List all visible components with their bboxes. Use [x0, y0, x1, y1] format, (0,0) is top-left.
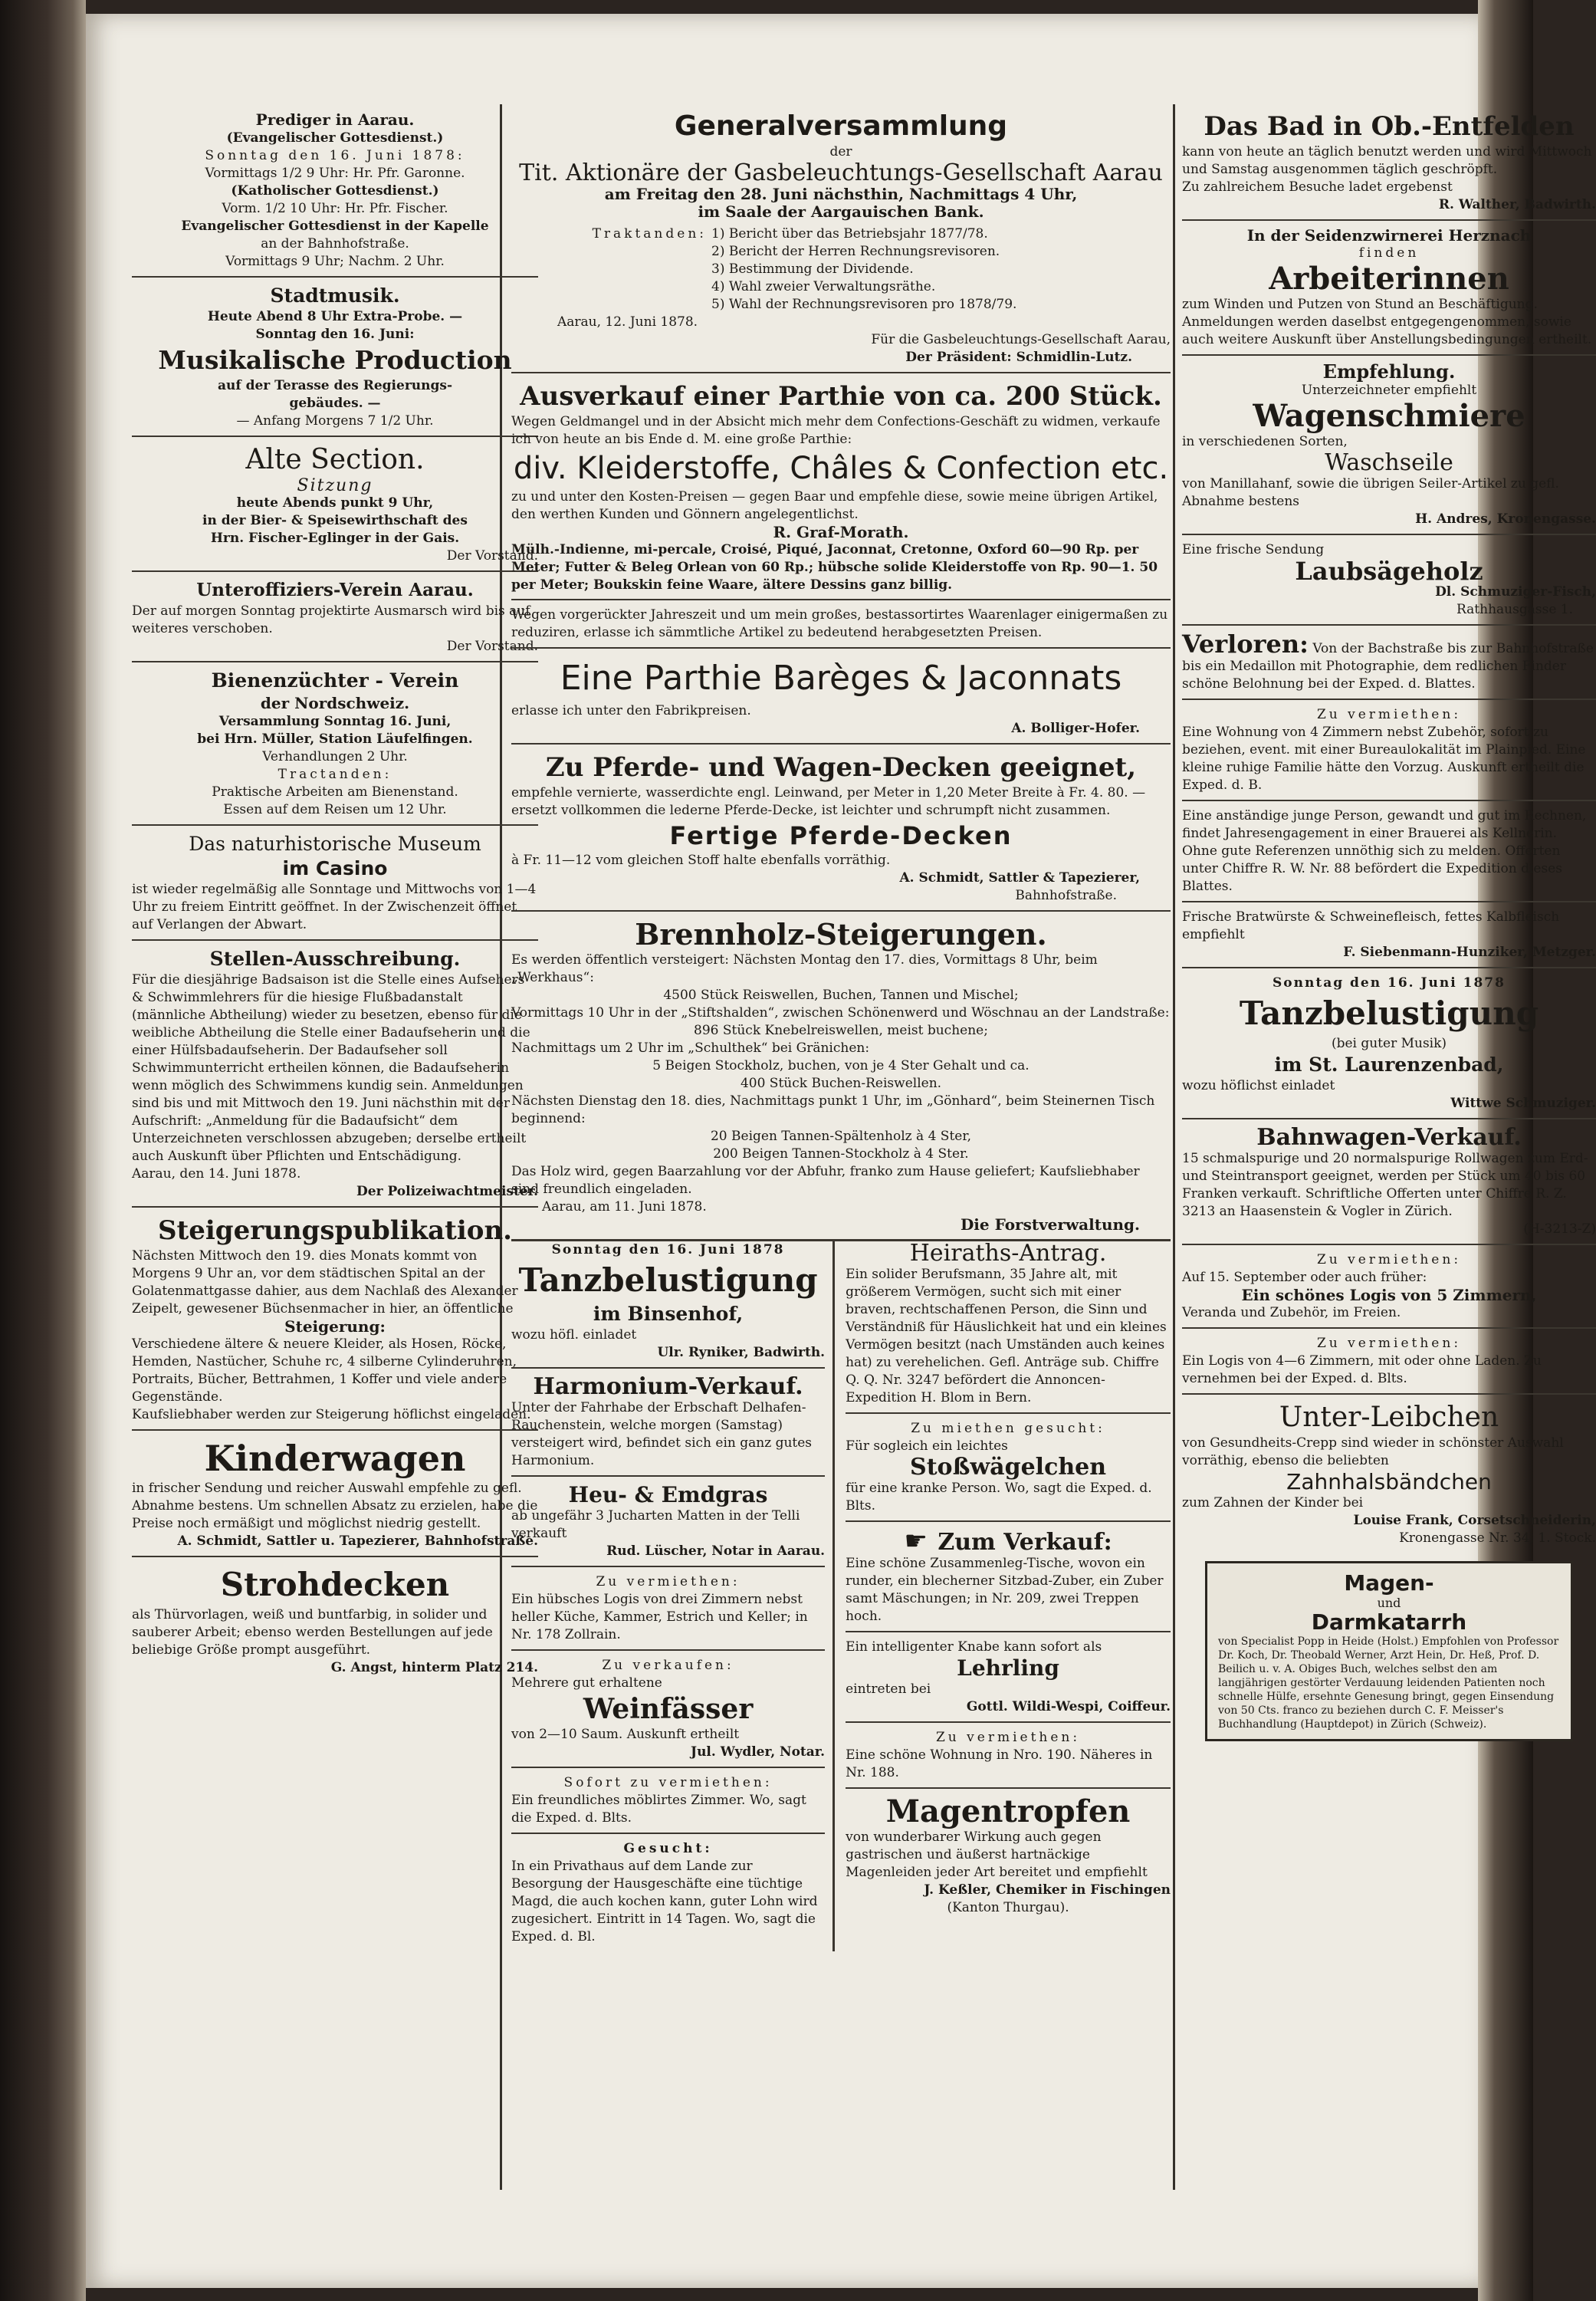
- ad-steigerung: [132, 1214, 538, 1424]
- traktandum: 5) Wahl der Rechnungsrevisoren pro 1878/79.: [711, 297, 1017, 312]
- ad-line: In der Seidenzwirnerei Herznach: [1246, 226, 1532, 245]
- ad-line: an der Bahnhofstraße.: [261, 236, 409, 251]
- ad-line: (bei guter Musik): [1331, 1036, 1447, 1051]
- ad-line: Heute Abend 8 Uhr Extra-Probe. —: [207, 309, 463, 324]
- ad-gesucht: [511, 1840, 825, 1946]
- ad-text: In ein Privathaus auf dem Lande zur Besorgung der Hausgeschäfte eine tüchtige Magd, die auch kochen kann, guter Lohn wird zugesichert. Eintritt in 14 Tagen. Wo, sagt die Exped. d. Bl.: [511, 1859, 818, 1944]
- ad-brennholz: [511, 918, 1171, 1234]
- ad-title: Unteroffiziers-Verein Aarau.: [196, 580, 474, 600]
- ad-separator: [1182, 219, 1596, 221]
- ad-bareges: [511, 655, 1171, 738]
- traktanden-items: [711, 225, 1016, 314]
- ad-separator: [132, 661, 538, 662]
- ad-signature: Die Forstverwaltung.: [960, 1215, 1140, 1234]
- ad-title: Lehrling: [957, 1655, 1059, 1681]
- ad-line: Unterzeichneter empfiehlt: [1301, 383, 1477, 398]
- ad-text: in verschiedenen Sorten,: [1182, 434, 1348, 449]
- ad-text: ist wieder regelmäßig alle Sonntage und Mittwochs von 1—4 Uhr zu freiem Eintritt geöffnet. In der Zwischenzeit öffnet auf Verlangen der Abwart.: [132, 882, 537, 932]
- ad-ausverkauf: [511, 380, 1171, 642]
- ad-vermiethen-wohnung: [1182, 706, 1596, 794]
- ad-date: Sonntag den 16. Juni 1878:: [205, 148, 465, 163]
- ad-separator: [132, 276, 538, 278]
- ad-title: Generalversammlung: [674, 110, 1008, 142]
- ad-text: Nächsten Mittwoch den 19. dies Monats kommt von Morgens 9 Uhr an, vor dem städtischen Spital an der Golatenmattgasse dahier, aus dem Nachlaß des Alexander Zeipelt, gewesener Büchsenmacher in hier, an öffentliche: [132, 1248, 518, 1317]
- ad-subtitle: Fertige Pferde-Decken: [669, 821, 1013, 850]
- ad-text: wozu höfl. einladet: [511, 1327, 637, 1343]
- ad-line: Essen auf dem Reisen um 12 Uhr.: [223, 802, 447, 817]
- ad-logis-5: [1182, 1251, 1596, 1322]
- ad-title: Steigerungspublikation.: [157, 1215, 513, 1246]
- ad-title: Ein schönes Logis von 5 Zimmern,: [1241, 1286, 1537, 1304]
- ad-alte-section: [132, 443, 538, 565]
- ad-laubsaegeholz: [1182, 541, 1596, 619]
- ad-text: Verschiedene ältere & neuere Kleider, als Hosen, Röcke, Hemden, Nastücher, Schuhe rc, 4 silberne Cylinderuhren, Portraits, Bücher, Bettrahmen, 1 Koffer und viele andere Gegenstände.: [132, 1336, 517, 1405]
- ad-line: Praktische Arbeiten am Bienenstand.: [212, 784, 458, 800]
- ad-title: Heiraths-Antrag.: [909, 1240, 1107, 1267]
- ad-signature: R. Graf-Morath.: [773, 523, 909, 541]
- ad-bahnwagen: [1182, 1126, 1596, 1238]
- ad-subtitle: (Katholischer Gottesdienst.): [231, 183, 439, 199]
- ad-text: Kaufsliebhaber werden zur Steigerung höflichst eingeladen.: [132, 1407, 531, 1422]
- ad-text: von Gesundheits-Crepp sind wieder in schönster Auswahl vorräthig, ebenso die beliebten: [1182, 1435, 1564, 1468]
- ad-title: Zum Verkauf:: [938, 1529, 1112, 1556]
- ad-text: zu und unter den Kosten-Preisen — gegen Baar und empfehle diese, sowie meine übrigen Artikel, den werthen Kunden und Gönnern angelegentlichst.: [511, 489, 1158, 522]
- ad-separator: [1182, 624, 1596, 626]
- ad-text: zum Winden und Putzen von Stund an Beschäftigung. Anmeldungen werden daselbst entgegengenommen, sowie auch weitere Auskunft über Anstellungsbedingungen ertheilt.: [1182, 297, 1592, 347]
- ad-heading: Zu vermiethen:: [936, 1730, 1081, 1745]
- ad-text: Der auf morgen Sonntag projektirte Ausmarsch wird bis auf weiteres verschoben.: [132, 603, 530, 636]
- ad-line: Versammlung Sonntag 16. Juni,: [218, 714, 452, 729]
- ad-verloren: [1182, 629, 1596, 693]
- ad-zum-verkauf: [846, 1528, 1171, 1625]
- ad-subtitle: im Casino: [282, 857, 388, 879]
- ad-line: Vormittags 1/2 9 Uhr: Hr. Pfr. Garonne.: [205, 166, 465, 181]
- ad-signature: Rathhausgasse 1.: [1456, 602, 1573, 617]
- ad-line: 896 Stück Knebelreiswellen, meist buchene;: [694, 1023, 988, 1038]
- ad-bratwurst: [1182, 909, 1596, 961]
- column-rule-2: [1173, 104, 1175, 2190]
- ad-heading: Zu vermiethen:: [1316, 1252, 1462, 1267]
- ad-text: Eine schöne Zusammenleg-Tische, wovon ein runder, ein blecherner Sitzbad-Zuber, ein Zuber samt Mäschungen; in Nr. 209, zwei Treppen hoch.: [846, 1556, 1164, 1624]
- ad-wohnung: [846, 1729, 1171, 1782]
- ad-text: Ein Logis von 4—6 Zimmern, mit oder ohne Laden. Zu vernehmen bei der Exped. d. Blts.: [1182, 1353, 1542, 1386]
- ad-line: gebäudes. —: [289, 396, 381, 411]
- ad-signature: A. Schmidt, Sattler u. Tapezierer, Bahnhofstraße.: [177, 1533, 538, 1549]
- ad-line: und: [1377, 1596, 1401, 1610]
- ad-text: Eine frische Sendung: [1182, 542, 1325, 557]
- traktandum: 1) Bericht über das Betriebsjahr 1877/78.: [711, 226, 988, 242]
- ad-separator: [846, 1412, 1171, 1414]
- ad-line: auf der Terasse des Regierungs-: [217, 378, 453, 393]
- ad-text: von Specialist Popp in Heide (Holst.) Empfohlen von Professor Dr. Koch, Dr. Theobald Werner, Arzt Hein, Dr. Heß, Prof. D. Beilich u. v. A. Obiges Buch, welches selbst den am langjährigen gestörter Verdauung leidenden Patienten noch schnelle Hülfe, ersehnte Genesung bringt, gegen Einsendung von 50 Cts. franco zu beziehen durch C. F. Meisser's Buchhandlung (Hauptdepot) in Zürich (Schweiz).: [1218, 1635, 1559, 1731]
- ad-title: Brennholz-Steigerungen.: [635, 917, 1047, 952]
- ad-text: Zu zahlreichem Besuche ladet ergebenst: [1182, 179, 1453, 195]
- ad-kellnerin: [1182, 807, 1596, 896]
- ad-separator: [511, 647, 1171, 649]
- ad-text: Veranda und Zubehör, im Freien.: [1182, 1305, 1401, 1320]
- ad-text: wozu höflichst einladet: [1182, 1078, 1335, 1093]
- ad-line: Verhandlungen 2 Uhr.: [262, 749, 408, 764]
- ad-signature: Bahnhofstraße.: [1015, 888, 1117, 903]
- ad-text: empfehle vernierte, wasserdichte engl. Leinwand, per Meter in 1,20 Meter Breite à Fr. 4. 80. — ersetzt vollkommen die lederne Pferde-Decke, ist leichter und schrumpft nicht zusammen.: [511, 785, 1146, 818]
- ad-text: Nächsten Dienstag den 18. dies, Nachmittags punkt 1 Uhr, im „Gönhard“, beim Steinernen Tisch beginnend:: [511, 1093, 1155, 1126]
- ad-date: Aarau, 12. Juni 1878.: [557, 314, 698, 330]
- ad-title: der Nordschweiz.: [260, 694, 410, 712]
- ad-line: Vorm. 1/2 10 Uhr: Hr. Pfr. Fischer.: [222, 201, 448, 216]
- ad-bienen: [132, 669, 538, 819]
- middle-subcolumns: [511, 1239, 1171, 1951]
- ad-line: 20 Beigen Tannen-Spältenholz à 4 Ster,: [710, 1129, 971, 1144]
- ad-signature: G. Angst, hinterm Platz 214.: [330, 1660, 538, 1675]
- ad-signature: Rud. Lüscher, Notar in Aarau.: [606, 1543, 826, 1559]
- ad-separator: [846, 1631, 1171, 1632]
- ad-title: Weinfässer: [583, 1693, 754, 1725]
- ad-separator: [846, 1721, 1171, 1723]
- ad-generalversammlung: [511, 110, 1171, 367]
- ad-line: 5 Beigen Stockholz, buchen, von je 4 Ster Gehalt und ca.: [652, 1058, 1030, 1073]
- ad-signature: Der Vorstand.: [446, 548, 538, 564]
- ad-separator: [132, 1206, 538, 1208]
- ad-line: 400 Stück Buchen-Reiswellen.: [740, 1076, 942, 1091]
- ad-line: im Saale der Aargauischen Bank.: [698, 202, 984, 221]
- ad-title: Bienenzüchter - Verein: [211, 669, 459, 692]
- column-left: [132, 110, 538, 1682]
- ad-text: Von der Bachstraße bis zur Bahnhofstraße bis ein Medaillon mit Photographie, dem redlichen Finder schöne Belohnung bei der Exped. d. Blattes.: [1182, 641, 1594, 692]
- ad-text: als Thürvorlagen, weiß und buntfarbig, in solider und sauberer Arbeit; ebenso werden Bestellungen auf jede beliebige Größe prompt ausgeführt.: [132, 1607, 493, 1658]
- ad-magen-darmkatarrh: [1205, 1561, 1573, 1741]
- ad-text: Für sogleich ein leichtes: [846, 1438, 1008, 1454]
- ad-kinderwagen: [132, 1437, 538, 1550]
- ad-line: der: [829, 144, 852, 159]
- ad-separator: [511, 1475, 825, 1477]
- ad-title: Zahnhalsbändchen: [1286, 1469, 1492, 1494]
- ad-empfehlung: [1182, 362, 1596, 528]
- ad-line: am Freitag den 28. Juni nächsthin, Nachmittags 4 Uhr,: [604, 185, 1078, 203]
- ad-text: Wegen Geldmangel und in der Absicht mich mehr dem Confections-Geschäft zu widmen, verkaufe ich von heute an bis Ende d. M. eine große Parthie:: [511, 414, 1161, 447]
- ad-subtitle: Tit. Aktionäre der Gasbeleuchtungs-Gesellschaft Aarau: [519, 159, 1163, 186]
- ad-line: bei Hrn. Müller, Station Läufelfingen.: [197, 731, 473, 747]
- ad-line: finden: [1358, 245, 1420, 261]
- ad-text: 15 schmalspurige und 20 normalspurige Rollwagen zum Erd- und Steintransport geeignet, werden per Stück um 40 bis 60 Franken verkauft. Schriftliche Offerten unter Chiffre R. Z. 3213 an Haasenstein & Vogler in Zürich.: [1182, 1151, 1588, 1219]
- ad-date: Sonntag den 16. Juni 1878: [1273, 975, 1506, 991]
- ad-separator: [511, 1649, 825, 1651]
- ad-title: Alte Section.: [245, 444, 425, 475]
- ad-signature: (Kanton Thurgau).: [947, 1900, 1069, 1915]
- ad-unteroffiziers: [132, 578, 538, 656]
- traktanden-list: [511, 225, 1171, 314]
- ad-title: Arbeiterinnen: [1269, 261, 1509, 297]
- ad-separator: [132, 939, 538, 941]
- ad-separator: [1182, 1393, 1596, 1395]
- ad-separator: [132, 436, 538, 437]
- ad-line: Tractanden:: [277, 767, 392, 782]
- ad-title: Verloren:: [1182, 629, 1309, 659]
- ad-separator: [511, 743, 1171, 745]
- ad-signature: Louise Frank, Corsetschneiderin,: [1353, 1513, 1596, 1528]
- ad-signature: Der Polizeiwachtmeister.: [356, 1184, 538, 1199]
- ad-text: Ein solider Berufsmann, 35 Jahre alt, mit größerem Vermögen, sucht sich mit einer braven, rechtschaffenen Person, die Sinn und Verständniß für Häuslichkeit hat und ein kleines Vermögen besitzt (nach Umständen auch keines hat) zu verehelichen. Gefl. Anträge sub. Chiffre Q. Q. Nr. 3247 befördert die Annoncen-Expedition H. Blom in Bern.: [846, 1267, 1167, 1405]
- ad-separator: [1182, 699, 1596, 700]
- ad-stadtmusik: [132, 284, 538, 430]
- ad-signature: Kronengasse Nr. 34, 1. Stock.: [1399, 1530, 1596, 1546]
- ad-title: Magen-: [1344, 1570, 1434, 1596]
- ad-heirath: [846, 1241, 1171, 1407]
- ad-separator: [132, 824, 538, 826]
- ad-text: Es werden öffentlich versteigert: Nächsten Montag den 17. dies, Vormittags 8 Uhr, beim „Werkhaus“:: [511, 952, 1098, 985]
- ad-title: Tanzbelustigung: [518, 1261, 818, 1299]
- ad-separator: [1182, 967, 1596, 968]
- ad-heading: Zu vermiethen:: [1316, 1336, 1462, 1351]
- ad-line: 200 Beigen Tannen-Stockholz à 4 Ster.: [713, 1146, 969, 1162]
- ad-signature: Der Vorstand.: [446, 639, 538, 654]
- ad-bad-entfelden: [1182, 110, 1596, 214]
- ad-text: à Fr. 11—12 vom gleichen Stoff halte ebenfalls vorräthig.: [511, 853, 891, 868]
- column-right: [1182, 110, 1596, 1755]
- traktandum: 3) Bestimmung der Dividende.: [711, 261, 914, 277]
- ad-signature: F. Siebenmann-Hunziker, Metzger.: [1343, 945, 1596, 960]
- ad-text: in frischer Sendung und reicher Auswahl empfehle zu gefl. Abnahme bestens. Um schnellen Absatz zu erzielen, habe die Preise noch ermäßigt und möglichst niedrig gestellt.: [132, 1481, 538, 1531]
- ad-heading: Gesucht:: [623, 1841, 713, 1856]
- ad-title: Das Bad in Ob.-Entfelden: [1204, 111, 1575, 142]
- ad-separator: [511, 1833, 825, 1834]
- ad-signature: Gottl. Wildi-Wespi, Coiffeur.: [966, 1699, 1171, 1714]
- ad-signature: A. Bolliger-Hofer.: [1011, 721, 1140, 736]
- ad-zimmer: [511, 1774, 825, 1827]
- ad-text: von 2—10 Saum. Auskunft ertheilt: [511, 1727, 740, 1742]
- ad-signature: Dl. Schmuziger-Fisch,: [1435, 584, 1596, 600]
- ad-title: Wagenschmiere: [1253, 398, 1525, 434]
- newspaper-page: [86, 14, 1596, 2288]
- ad-text: Ein intelligenter Knabe kann sofort als: [846, 1639, 1102, 1655]
- ad-signature: Wittwe Schmuziger.: [1450, 1096, 1596, 1111]
- ad-text: Mehrere gut erhaltene: [511, 1675, 662, 1691]
- ad-title: Stadtmusik.: [270, 284, 400, 307]
- ad-text: von wunderbarer Wirkung auch gegen gastrischen und äußerst hartnäckige Magenleiden jeder Art bereitet und empfiehlt: [846, 1829, 1148, 1880]
- ad-title: Stellen-Ausschreibung.: [209, 948, 461, 970]
- ad-line: Evangelischer Gottesdienst in der Kapelle: [181, 219, 489, 234]
- ad-title: Eine Parthie Barèges & Jaconnats: [560, 659, 1122, 698]
- ad-text: Frische Bratwürste & Schweinefleisch, fettes Kalbfleisch empfiehlt: [1182, 909, 1560, 942]
- ad-line: in der Bier- & Speisewirthschaft des: [202, 513, 468, 528]
- ad-separator: [1182, 901, 1596, 902]
- ad-separator: [846, 1520, 1171, 1522]
- traktanden-label: Traktanden:: [592, 226, 707, 242]
- ad-text: Das Holz wird, gegen Baarzahlung vor der Abfuhr, franko zum Hause geliefert; Kaufsliebhaber sind freundlich eingeladen.: [511, 1164, 1140, 1197]
- ad-separator: [1182, 800, 1596, 801]
- ad-title: Prediger in Aarau.: [255, 110, 415, 129]
- ad-signature: Der Präsident: Schmidlin-Lutz.: [905, 350, 1132, 365]
- ad-subtitle: im St. Laurenzenbad,: [1274, 1054, 1504, 1076]
- ad-title: Strohdecken: [220, 1566, 450, 1603]
- ad-separator: [511, 599, 1171, 600]
- ad-separator: [1182, 534, 1596, 535]
- ad-magentropfen: [846, 1795, 1171, 1917]
- ad-title: Unter-Leibchen: [1279, 1402, 1499, 1433]
- ad-text: ab ungefähr 3 Jucharten Matten in der Telli verkauft: [511, 1508, 800, 1541]
- ad-text: Unter der Fahrhabe der Erbschaft Delhafen-Rauchenstein, welche morgen (Samstag) versteigert wird, befindet sich ein ganz gutes Harmonium.: [511, 1400, 813, 1468]
- ad-separator: [1182, 1118, 1596, 1119]
- ad-heading: Zu vermiethen:: [1316, 707, 1462, 722]
- ad-headline: div. Kleiderstoffe, Châles & Confection etc.: [513, 451, 1169, 486]
- ad-museum: [132, 832, 538, 934]
- ad-signature: Für die Gasbeleuchtungs-Gesellschaft Aarau,: [871, 332, 1171, 347]
- ad-subtitle: im Binsenhof,: [593, 1303, 744, 1325]
- ad-title: Zu Pferde- und Wagen-Decken geeignet,: [545, 752, 1137, 783]
- ad-title: Das naturhistorische Museum: [189, 833, 481, 855]
- ad-text: Auf 15. September oder auch früher:: [1182, 1270, 1427, 1285]
- ad-text: Für die diesjährige Badsaison ist die Stelle eines Aufsehers & Schwimmlehrers für die hiesige Flußbadanstalt (männliche Abtheilung) wieder zu besetzen, ebenso für die weibliche Abtheilung die Stelle einer Badaufseherin und die einer Hülfsbadaufseherin. Der Badaufseher soll Schwimmunterricht ertheilen können, die Badaufseherin wenn möglich des Schwimmens kundig sein. Anmeldungen sind bis und mit Mittwoch den 19. Juni nächsthin mit der Aufschrift: „Anmeldung für die Badaufsicht“ dem Unterzeichneten verschlossen abzugeben; derselbe ertheilt auch Auskunft über Pflichten und Entschädigung.: [132, 972, 530, 1164]
- ad-heading: Sofort zu vermiethen:: [563, 1775, 773, 1790]
- ad-title: Darmkatarrh: [1311, 1609, 1467, 1635]
- traktandum: 2) Bericht der Herren Rechnungsrevisoren.: [711, 244, 1000, 259]
- pointing-hand-icon: ☛: [904, 1526, 928, 1556]
- ad-subtitle: Sitzung: [297, 476, 373, 495]
- ad-heading: Zu vermiethen:: [596, 1574, 741, 1589]
- ad-title: Kinderwagen: [204, 1438, 466, 1479]
- ad-code: (H-3213-Z): [1523, 1221, 1596, 1237]
- ad-text: zum Zahnen der Kinder bei: [1182, 1495, 1364, 1510]
- ad-title: Bahnwagen-Verkauf.: [1256, 1124, 1522, 1151]
- column-middle: [511, 110, 1171, 1951]
- ad-subtitle: (Evangelischer Gottesdienst.): [226, 130, 444, 146]
- ad-separator: [1182, 1327, 1596, 1329]
- ad-stellen: [132, 947, 538, 1201]
- ad-title: Ausverkauf einer Parthie von ca. 200 Stück.: [520, 381, 1162, 412]
- ad-text: Mülh.-Indienne, mi-percale, Croisé, Piqué, Jaconnat, Cretonne, Oxford 60—90 Rp. per Meter; Futter & Beleg Orlean von 60 Rp.; hübsche solide Kleiderstoffe von Rp. 90—1. 50 per Meter; Boukskin feine Waare, ältere Dessins ganz billig.: [511, 542, 1158, 593]
- ad-logis: [511, 1573, 825, 1644]
- ad-line: Hrn. Fischer-Eglinger in der Gais.: [210, 531, 460, 546]
- ad-title: Harmonium-Verkauf.: [533, 1373, 803, 1400]
- ad-signature: Jul. Wydler, Notar.: [691, 1744, 826, 1760]
- ad-separator: [1182, 354, 1596, 356]
- ad-title: Waschseile: [1325, 449, 1453, 476]
- ad-text: von Manillahanf, sowie die übrigen Seiler-Artikel zu gefl. Abnahme bestens: [1182, 476, 1559, 509]
- ad-separator: [1182, 1244, 1596, 1245]
- ad-signature: R. Walther, Badwirth.: [1438, 197, 1596, 212]
- ad-separator: [132, 1556, 538, 1557]
- ad-separator: [511, 1767, 825, 1768]
- ad-title: Tanzbelustigung: [1239, 994, 1539, 1032]
- ad-separator: [511, 910, 1171, 912]
- ad-separator: [846, 1787, 1171, 1789]
- traktandum: 4) Wahl zweier Verwaltungsräthe.: [711, 279, 936, 294]
- ad-subtitle: Steigerung:: [284, 1317, 386, 1336]
- ad-tanz-laurenzenbad: [1182, 975, 1596, 1113]
- ad-separator: [132, 1429, 538, 1431]
- ad-signature: H. Andres, Kronengasse.: [1415, 511, 1596, 527]
- ad-unterleibchen: [1182, 1401, 1596, 1547]
- ad-separator: [511, 1566, 825, 1567]
- subcolumn-right: [835, 1241, 1171, 1951]
- ad-separator: [132, 570, 538, 572]
- ad-text: Wegen vorgerückter Jahreszeit und um mein großes, bestassortirtes Waarenlager einigermaßen zu reduziren, erlasse ich sämmtliche Artikel zu bedeutend herabgesetzten Preisen.: [511, 607, 1168, 640]
- ad-logis-4-6: [1182, 1335, 1596, 1388]
- ad-text: Nachmittags um 2 Uhr im „Schulthek“ bei Gränichen:: [511, 1040, 870, 1056]
- ad-text: Eine Wohnung von 4 Zimmern nebst Zubehör, sofort zu beziehen, event. mit einer Bureaulokalität im Plainpied. Eine kleine ruhige Familie hätte den Vorzug. Auskunft ertheilt die Exped. d. B.: [1182, 725, 1586, 793]
- ad-title-row: [846, 1528, 1171, 1555]
- ad-title: Stoßwägelchen: [910, 1454, 1107, 1481]
- ad-separator: [511, 1367, 825, 1369]
- ad-text: für eine kranke Person. Wo, sagt die Exped. d. Blts.: [846, 1481, 1152, 1514]
- ad-title: Laubsägeholz: [1295, 557, 1483, 586]
- ad-line: heute Abends punkt 9 Uhr,: [236, 495, 434, 511]
- ad-text: Eine schöne Wohnung in Nro. 190. Näheres in Nr. 188.: [846, 1747, 1153, 1780]
- ad-separator: [511, 372, 1171, 373]
- ad-heu: [511, 1483, 825, 1560]
- ad-strohdecken: [132, 1563, 538, 1677]
- ad-line: — Anfang Morgens 7 1/2 Uhr.: [236, 413, 434, 429]
- ad-title: Magentropfen: [885, 1793, 1131, 1829]
- ad-line: Vormittags 9 Uhr; Nachm. 2 Uhr.: [225, 254, 445, 269]
- ad-signature: J. Keßler, Chemiker in Fischingen: [924, 1882, 1171, 1898]
- ad-heading: Zu verkaufen:: [602, 1658, 734, 1673]
- ad-text: erlasse ich unter den Fabrikpreisen.: [511, 703, 751, 718]
- ad-heading: Empfehlung.: [1322, 360, 1456, 383]
- ad-date: Aarau, den 14. Juni 1878.: [132, 1166, 301, 1182]
- ad-headline: Musikalische Production: [158, 345, 512, 375]
- ad-pferdedecken: [511, 751, 1171, 905]
- ad-text: kann von heute an täglich benutzt werden und wird Mittwoch und Samstag ausgenommen täglich geschröpft.: [1182, 144, 1592, 177]
- ad-harmonium: [511, 1375, 825, 1470]
- ad-tanz-binsenhof: [511, 1241, 825, 1362]
- ad-weinfaesser: [511, 1657, 825, 1761]
- ad-text: Ein freundliches möblirtes Zimmer. Wo, sagt die Exped. d. Blts.: [511, 1793, 806, 1826]
- ad-date: Sonntag den 16. Juni 1878: [551, 1242, 785, 1257]
- ad-title: Heu- & Emdgras: [568, 1482, 768, 1507]
- ad-text: Ein hübsches Logis von drei Zimmern nebst heller Küche, Kammer, Estrich und Keller; in Nr. 178 Zollrain.: [511, 1592, 808, 1642]
- ad-prediger: [132, 110, 538, 271]
- ad-lehrling: [846, 1639, 1171, 1716]
- subcolumn-left: [511, 1241, 835, 1951]
- ad-seidenzwirnerei: [1182, 227, 1596, 349]
- book-spine: [0, 0, 86, 2301]
- ad-signature: Ulr. Ryniker, Badwirth.: [657, 1345, 826, 1360]
- ad-heading: Zu miethen gesucht:: [911, 1421, 1105, 1436]
- ad-date: Aarau, am 11. Juni 1878.: [542, 1199, 707, 1215]
- ad-line: 4500 Stück Reiswellen, Buchen, Tannen und Mischel;: [663, 988, 1019, 1003]
- ad-text: Eine anständige junge Person, gewandt und gut im Rechnen, findet Jahresengagement in einer Brauerei als Kellnerin. Ohne gute Referenzen unnöthig sich zu melden. Offerten unter Chiffre R. W. Nr. 88 befördert die Expedition dieses Blattes.: [1182, 808, 1587, 894]
- ad-stosswaegelchen: [846, 1420, 1171, 1515]
- ad-line: Sonntag den 16. Juni:: [255, 327, 415, 342]
- ad-text: Vormittags 10 Uhr in der „Stiftshalden“, zwischen Schönenwerd und Wöschnau an der Landstraße:: [511, 1005, 1170, 1021]
- ad-signature: A. Schmidt, Sattler & Tapezierer,: [899, 870, 1140, 886]
- ad-text: eintreten bei: [846, 1681, 931, 1697]
